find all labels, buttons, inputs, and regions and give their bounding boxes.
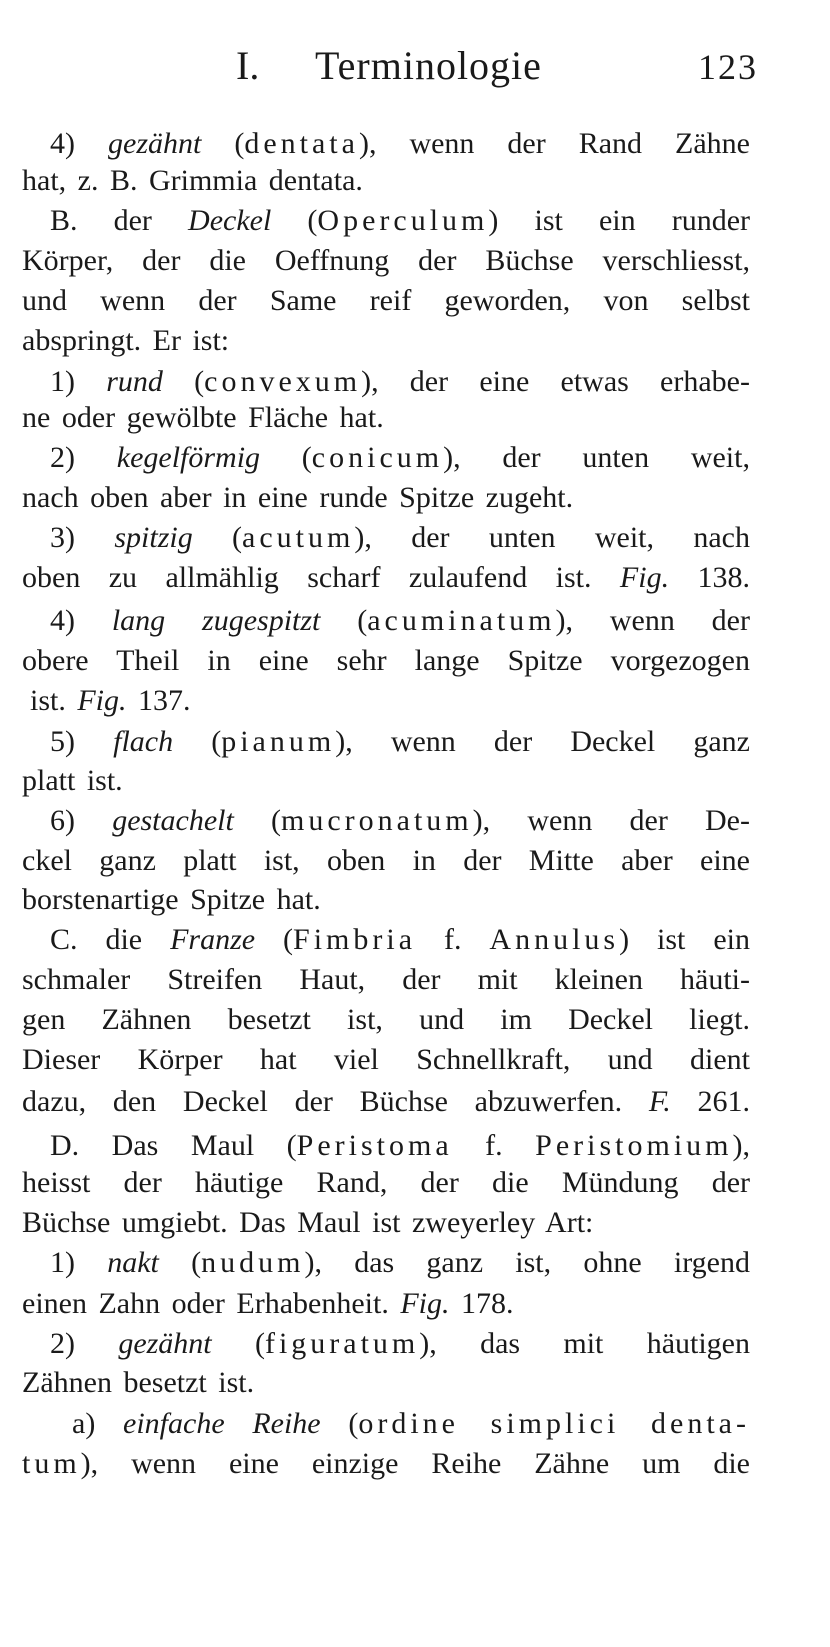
text-run: ckel ganz platt ist, oben in der Mitte aber eine — [22, 844, 750, 877]
section-number: I. — [236, 43, 260, 88]
text-line — [22, 880, 350, 920]
text-run: 138. — [669, 561, 751, 594]
text-line — [22, 761, 175, 801]
text-run: B. der — [50, 204, 189, 237]
text-run: 178. — [449, 1287, 514, 1320]
text-run: ) ist ein runder — [488, 204, 750, 237]
text-run: D. Das Maul ( — [50, 1129, 297, 1162]
text-line — [22, 321, 290, 361]
text-run: a) — [72, 1407, 124, 1440]
text-run: ( — [173, 725, 222, 758]
text-run: 1) — [50, 1246, 108, 1279]
text-run: 3) — [50, 521, 115, 554]
text-line — [50, 438, 750, 478]
italic-term: Fig. — [400, 1287, 450, 1320]
latin-term: Operculum — [317, 204, 489, 237]
text-line — [22, 960, 750, 1000]
text-run: ( — [320, 1407, 359, 1440]
text-run: ( — [211, 1327, 265, 1360]
text-run: 261. — [670, 1085, 751, 1118]
latin-term: acutum — [242, 521, 355, 554]
text-run: platt ist. — [22, 764, 123, 797]
text-line — [22, 1444, 750, 1484]
latin-term: convexum — [204, 365, 362, 398]
italic-term: Franze — [170, 923, 256, 956]
text-line — [50, 1324, 750, 1364]
text-run: abspringt. Er ist: — [22, 324, 230, 357]
text-run: ( — [192, 521, 243, 554]
text-run: ), wenn der Rand Zähne — [358, 127, 751, 160]
text-run: ( — [158, 1246, 202, 1279]
text-line — [22, 161, 438, 201]
text-run: ( — [162, 365, 205, 398]
text-run: C. die — [50, 923, 171, 956]
text-run: gen Zähnen besetzt ist, und im Deckel liegt. — [22, 1003, 750, 1036]
text-line — [50, 920, 750, 960]
text-line — [22, 1363, 300, 1403]
text-run: hat, z. B. Grimmia dentata. — [22, 164, 363, 197]
text-line — [50, 1243, 750, 1283]
italic-term: einfache Reihe — [123, 1407, 321, 1440]
text-run: ), das ganz ist, ohne irgend — [304, 1246, 750, 1279]
latin-term: Peristoma — [296, 1129, 453, 1162]
latin-term: nudum — [201, 1246, 305, 1279]
text-run: dazu, den Deckel der Büchse abzuwerfen. — [22, 1085, 649, 1118]
italic-term: nakt — [107, 1246, 159, 1279]
italic-term: lang zugespitzt — [111, 604, 321, 637]
text-run: ), der eine etwas erhabe- — [361, 365, 750, 398]
italic-term: Deckel — [188, 204, 272, 237]
text-run: ne oder gewölbte Fläche hat. — [22, 401, 384, 434]
text-run: ), wenn der — [555, 604, 750, 637]
text-run: ), das mit häutigen — [419, 1327, 750, 1360]
text-run: borstenartige Spitze hat. — [22, 883, 321, 916]
text-line — [22, 241, 750, 281]
text-run: 2) — [50, 1327, 119, 1360]
text-run: ) ist ein — [619, 923, 750, 956]
running-title: Terminologie — [315, 43, 542, 88]
text-run: ), wenn eine einzige Reihe Zähne um die — [80, 1447, 750, 1480]
text-run: oben zu allmählig scharf zulaufend ist. — [22, 561, 620, 594]
text-run: ), der unten weit, — [443, 441, 750, 474]
text-run: nach oben aber in eine runde Spitze zugeht. — [22, 481, 574, 514]
text-run: Zähnen besetzt ist. — [22, 1366, 255, 1399]
italic-term: kegelförmig — [116, 441, 261, 474]
latin-term: figuratum — [264, 1327, 420, 1360]
text-line — [50, 601, 750, 641]
text-line — [50, 362, 750, 402]
text-run: ( — [260, 441, 312, 474]
text-line — [22, 1040, 750, 1080]
text-line — [50, 201, 750, 241]
text-line — [22, 1082, 750, 1122]
text-run: ( — [201, 127, 245, 160]
text-run: ( — [255, 923, 294, 956]
text-line — [72, 1404, 750, 1444]
text-run: heisst der häutige Rand, der die Mündung der — [22, 1166, 750, 1199]
text-run: f. — [452, 1129, 536, 1162]
text-line — [50, 1126, 750, 1166]
text-run: 4) — [50, 127, 108, 160]
latin-term: ordine simplici denta- — [358, 1407, 750, 1440]
text-line — [22, 558, 750, 598]
latin-term: acuminatum — [367, 604, 556, 637]
text-line — [50, 722, 750, 762]
text-run: einen Zahn oder Erhabenheit. — [22, 1287, 401, 1320]
latin-term: pianum — [221, 725, 336, 758]
text-run: 6) — [50, 804, 113, 837]
text-line — [22, 841, 750, 881]
text-run: 1) — [50, 365, 107, 398]
text-line — [50, 801, 750, 841]
page-number: 123 — [698, 47, 758, 87]
text-run: 4) — [50, 604, 112, 637]
text-run: ), wenn der De- — [472, 804, 750, 837]
text-run: ), — [732, 1129, 750, 1162]
text-run: Körper, der die Oeffnung der Büchse verschliesst, — [22, 244, 750, 277]
italic-term: F. — [648, 1085, 671, 1118]
text-line — [22, 478, 700, 518]
text-line — [50, 124, 750, 164]
text-run: schmaler Streifen Haut, der mit kleinen häuti- — [22, 963, 750, 996]
italic-term: rund — [106, 365, 163, 398]
text-run: 5) — [50, 725, 114, 758]
text-run: Büchse umgiebt. Das Maul ist zweyerley Art: — [22, 1206, 594, 1239]
italic-term: Fig. — [619, 561, 670, 594]
text-line — [22, 1163, 750, 1203]
italic-term: Fig. — [77, 684, 127, 717]
italic-term: gestachelt — [112, 804, 234, 837]
italic-term: gezähnt — [108, 127, 202, 160]
latin-term: tum — [22, 1447, 81, 1480]
text-line — [22, 398, 440, 438]
italic-term: flach — [113, 725, 174, 758]
italic-term: gezähnt — [118, 1327, 212, 1360]
text-run: 137. — [126, 684, 191, 717]
text-line — [22, 641, 750, 681]
text-run: und wenn der Same reif geworden, von selbst — [22, 284, 750, 317]
italic-term: spitzig — [114, 521, 193, 554]
latin-term: Fimbria — [293, 923, 417, 956]
text-run: ( — [271, 204, 318, 237]
text-run: Dieser Körper hat viel Schnellkraft, und dient — [22, 1043, 750, 1076]
text-line — [22, 281, 750, 321]
text-line — [50, 518, 750, 558]
text-run: ), wenn der Deckel ganz — [335, 725, 750, 758]
text-run: obere Theil in eine sehr lange Spitze vorgezogen — [22, 644, 750, 677]
text-run: ), der unten weit, nach — [354, 521, 750, 554]
text-run: 2) — [50, 441, 117, 474]
text-line — [22, 1203, 720, 1243]
text-line — [22, 1284, 665, 1324]
latin-term: dentata — [244, 127, 359, 160]
latin-term: conicum — [311, 441, 444, 474]
text-line — [30, 681, 195, 721]
text-run: ( — [320, 604, 368, 637]
latin-term: Annulus — [489, 923, 620, 956]
text-run: f. — [416, 923, 490, 956]
latin-term: mucronatum — [281, 804, 473, 837]
latin-term: Peristomium — [535, 1129, 733, 1162]
text-run: ist. — [30, 684, 78, 717]
running-header — [0, 42, 830, 98]
text-run: ( — [233, 804, 282, 837]
text-line — [22, 1000, 750, 1040]
